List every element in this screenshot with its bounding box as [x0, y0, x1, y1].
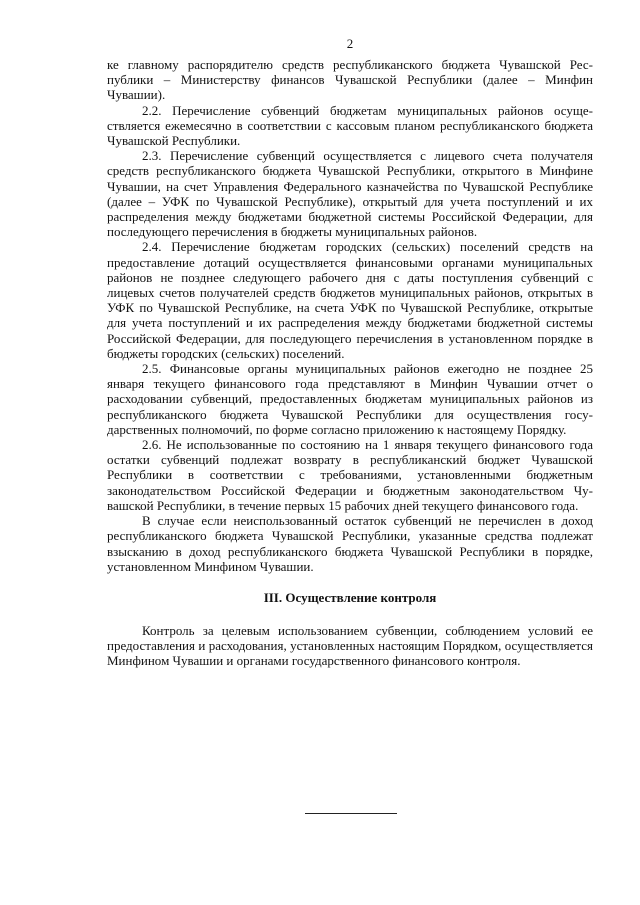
document-page — [107, 36, 593, 669]
paragraph-2-6: 2.6. Не использованные по состоянию на 1 января текущего финансового года остатки субвенций подлежат возврату в республиканский бюджет Чувашской Республики в соответствии с требованиями, установленными бюджетным законодательством Российской Федерации и бюджетным законодательством Чувашской Республики, в течение первых 15 рабочих дней текущего финансового года. — [107, 437, 593, 513]
paragraph-2-4: 2.4. Перечисление бюджетам городских (сельских) поселений средств на предоставление дотаций осуществляется финансовыми органами муниципальных районов не позднее следующего рабочего дня с даты поступления субвенций с лицевых счетов получателей средств бюджетов муниципальных районов, открытых в УФК по Чувашской Республике, на счета УФК по Чувашской Республике, открытые для учета поступлений и их распределения между бюджетами бюджетной системы Российской Федерации, для последующего перечисления в установленном порядке в бюджеты городских (сельских) поселений. — [107, 239, 593, 361]
section-heading: III. Осуществление контроля — [263, 589, 437, 605]
paragraph-continuation: ке главному распорядителю средств республиканского бюджета Чувашской Республики – Министерству финансов Чувашской Республики (далее – Минфин Чувашии). — [107, 57, 593, 103]
paragraph-2-3: 2.3. Перечисление субвенций осуществляется с лицевого счета получателя средств республиканского бюджета Чувашской Республики, открытого в Минфине Чувашии, на счет Управления Федерального казначейства по Чувашской Республике (далее – УФК по Чувашской Республике), открытый для учета поступлений и их распределения между бюджетами бюджетной системы Российской Федерации, для последующего перечисления в бюджеты муниципальных районов. — [107, 148, 593, 240]
paragraph-control: Контроль за целевым использованием субвенции, соблюдением условий ее предоставления и расходования, установленных настоящим Порядком, осуществляется Минфином Чувашии и органами государственного финансового контроля. — [107, 622, 593, 669]
paragraph-2-5: 2.5. Финансовые органы муниципальных районов ежегодно не позднее 25 января текущего финансового года представляют в Минфин Чувашии отчет о расходовании субвенций, предоставленных бюджетам муниципальных районов из республиканского бюджета Чувашской Республики для осуществления государственных полномочий, по форме согласно приложению к настоящему Порядку. — [107, 361, 593, 437]
page-number: 2 — [346, 36, 354, 51]
paragraph-2-2: 2.2. Перечисление субвенций бюджетам муниципальных районов осуществляется ежемесячно в соответствии с кассовым планом республиканского бюджета Чувашской Республики. — [107, 102, 593, 149]
end-divider-line — [305, 813, 397, 814]
paragraph-unused-balance: В случае если неиспользованный остаток субвенций не перечислен в доход республиканского бюджета Чувашской Республики, указанные средства подлежат взысканию в доход республиканского бюджета Чувашской Республики в порядке, установленном Минфином Чувашии. — [107, 513, 593, 574]
